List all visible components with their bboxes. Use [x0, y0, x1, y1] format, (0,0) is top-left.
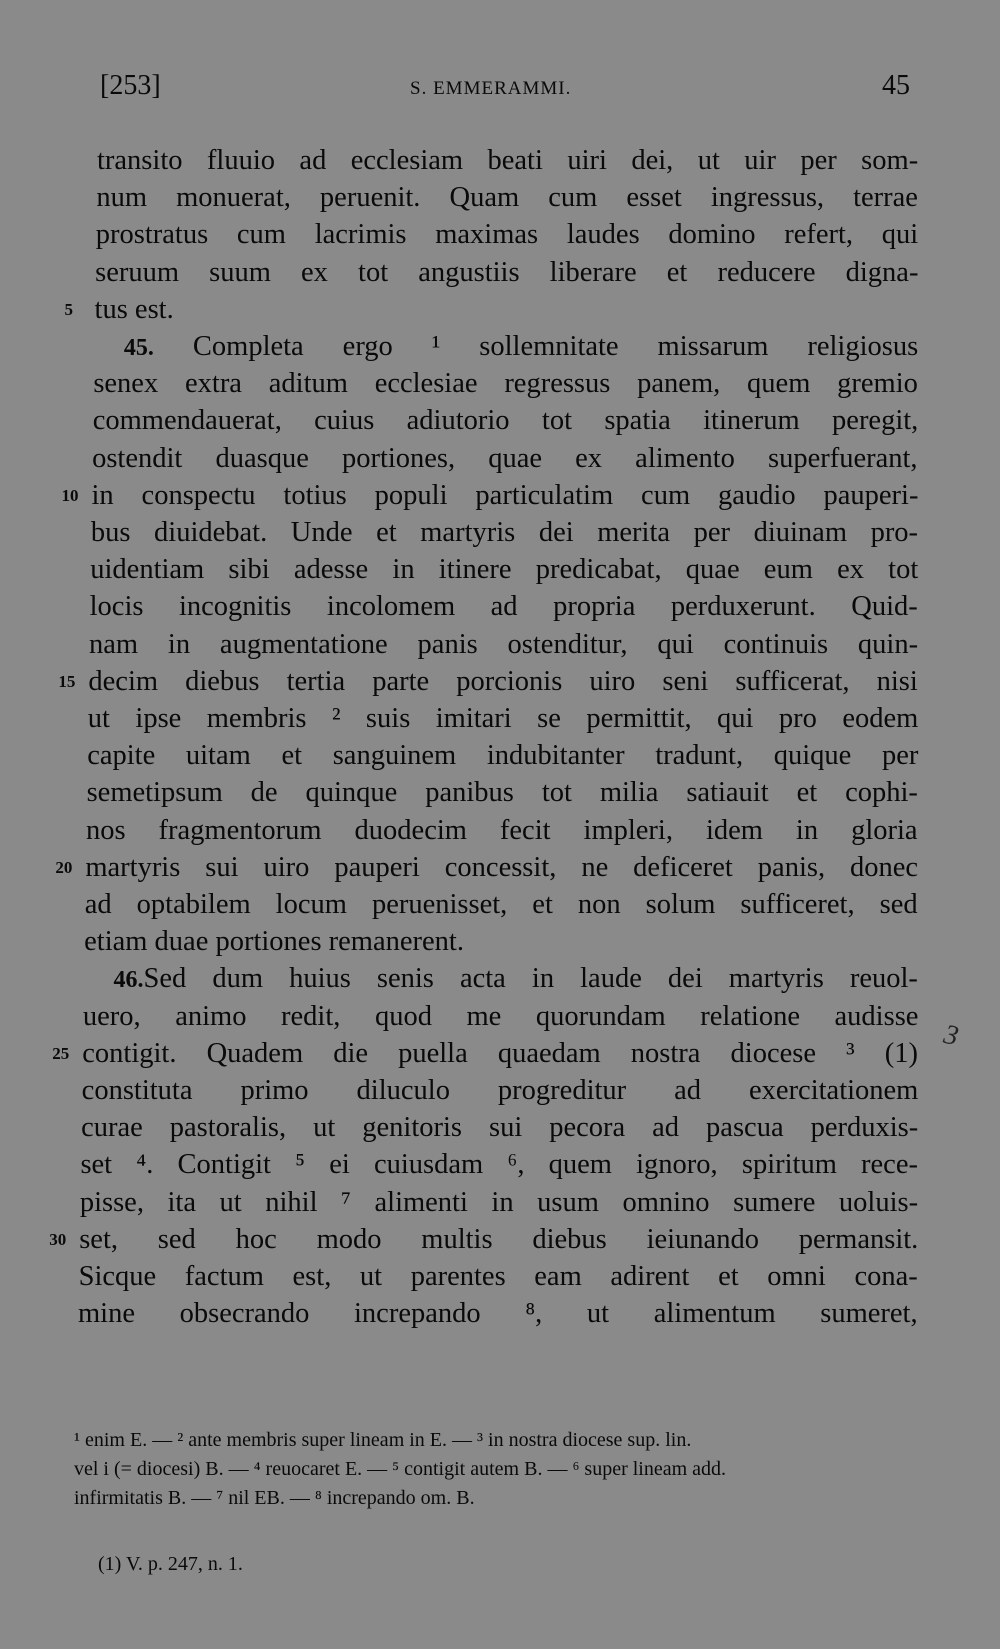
running-title: S. EMMERAMMI.: [410, 78, 572, 99]
editor-note: (1) V. p. 247, n. 1.: [98, 1553, 243, 1575]
footnote-line: vel i (= diocesi) B. — ⁴ reuocaret E. — ⁵ contigit autem B. — ⁶ super lineam add.: [74, 1458, 727, 1480]
line-number: 10: [61, 485, 79, 505]
footnotes: [74, 1426, 914, 1513]
text-line: [85, 849, 918, 887]
text-line: [89, 626, 918, 664]
line-text: capite uitam et sanguinem indubitanter tradunt, quique per: [87, 740, 919, 772]
text-line: [88, 700, 919, 738]
text-line: [82, 1035, 918, 1073]
line-text: uero, animo redit, quod me quorundam relatione audisse: [82, 1000, 919, 1032]
line-text: Completa ergo ¹ sollemnitate missarum religiosus: [153, 331, 919, 362]
text-line: [114, 960, 918, 998]
text-line: [96, 179, 918, 217]
line-text: ad optabilem locum peruenisset, et non solum sufficeret, sed: [84, 889, 918, 920]
line-text: tus est.: [94, 293, 174, 325]
text-line: [93, 365, 918, 403]
line-text: etiam duae portiones remanerent.: [84, 926, 464, 958]
line-text: prostratus cum lacrimis maximas laudes domino refert, qui: [95, 219, 919, 251]
line-text: senex extra aditum ecclesiae regressus panem, quem gremio: [93, 368, 918, 400]
text-line: [91, 477, 918, 515]
line-text: decim diebus tertia parte porcionis uiro seni sufficerat, nisi: [88, 665, 918, 697]
line-text: semetipsum de quinque panibus tot milia satiauit et cophi-: [86, 777, 918, 809]
text-line: [79, 1221, 918, 1259]
text-line: [124, 328, 918, 366]
text-line: [82, 1072, 919, 1110]
text-line: [91, 514, 918, 552]
section-number: 46.: [113, 967, 144, 994]
text-line: [80, 1146, 918, 1184]
text-line: [90, 551, 918, 589]
line-text: contigit. Quadem die puella quaedam nostra diocese ³ (1): [82, 1037, 918, 1069]
line-text: num monuerat, peruenit. Quam cum esset ingressus, terrae: [96, 182, 918, 214]
line-text: constituta primo diluculo progreditur ad exercitationem: [81, 1075, 919, 1106]
line-text: seruum suum ex tot angustiis liberare et reducere digna-: [95, 256, 919, 288]
line-text: bus diuidebat. Unde et martyris dei merita per diuinam pro-: [90, 517, 919, 548]
running-header: [100, 70, 910, 110]
text-line: [97, 142, 918, 180]
text-line: [87, 737, 918, 775]
text-line: [95, 254, 918, 292]
text-line: [86, 812, 918, 850]
text-line: [87, 774, 918, 812]
line-text: uidentiam sibi adesse in itinere predicabat, quae eum ex tot: [90, 554, 919, 586]
text-line: [80, 1184, 918, 1222]
line-text: ut ipse membris ² suis imitari se permittit, qui pro eodem: [87, 703, 919, 734]
text-line: [78, 1295, 918, 1333]
line-text: nos fragmentorum duodecim fecit impleri, idem in gloria: [85, 814, 918, 846]
footnote-line: ¹ enim E. — ² ante membris super lineam in E. — ³ in nostra diocese sup. lin.: [74, 1429, 692, 1451]
line-text: Sed dum huius senis acta in laude dei martyris reuol-: [143, 963, 918, 995]
line-text: in conspectu totius populi particulatim cum gaudio pauperi-: [91, 479, 919, 511]
line-number: 5: [64, 299, 74, 319]
line-number: 25: [52, 1043, 70, 1063]
text-line: [93, 402, 919, 440]
text-line: [88, 663, 917, 701]
footnote-line: infirmitatis B. — ⁷ nil EB. — ⁸ increpando om. B.: [74, 1487, 475, 1509]
text-line: [84, 923, 464, 961]
page-number: 45: [882, 70, 910, 101]
text-line: [81, 1109, 918, 1147]
line-text: set ⁴. Contigit ⁵ ei cuiusdam ⁶, quem ignoro, spiritum rece-: [80, 1149, 918, 1181]
section-number: 45.: [123, 335, 154, 361]
line-text: curae pastoralis, ut genitoris sui pecora ad pascua perduxis-: [81, 1112, 919, 1144]
line-text: Sicque factum est, ut parentes eam adirent et omni cona-: [78, 1261, 918, 1292]
line-text: pisse, ita ut nihil ⁷ alimenti in usum omnino sumere uoluis-: [79, 1186, 919, 1218]
line-text: nam in augmentatione panis ostenditur, qui continuis quin-: [89, 628, 919, 660]
text-line: [90, 588, 918, 626]
line-text: locis incognitis incolomem ad propria perduxerunt. Quid-: [89, 591, 918, 623]
text-line: [95, 291, 174, 329]
marginal-mark: 3: [941, 1018, 962, 1053]
line-text: mine obsecrando increpando ⁸, ut alimentum sumeret,: [78, 1298, 918, 1330]
line-number: 30: [49, 1229, 67, 1249]
text-line: [85, 886, 918, 924]
line-text: ostendit duasque portiones, quae ex alimento superfuerant,: [92, 442, 918, 474]
text-line: [96, 216, 918, 254]
line-text: martyris sui uiro pauperi concessit, ne deficeret panis, donec: [85, 851, 919, 883]
line-text: transito fluuio ad ecclesiam beati uiri dei, ut uir per som-: [97, 145, 919, 176]
line-number: 20: [55, 857, 73, 877]
line-text: commendauerat, cuius adiutorio tot spatia itinerum peregit,: [92, 405, 919, 437]
line-number: 15: [58, 671, 76, 691]
text-line: [79, 1258, 918, 1296]
text-line: [83, 998, 919, 1036]
page-reference: [253]: [100, 70, 161, 101]
line-text: set, sed hoc modo multis diebus ieiunando permansit.: [79, 1223, 919, 1255]
text-line: [92, 440, 917, 478]
